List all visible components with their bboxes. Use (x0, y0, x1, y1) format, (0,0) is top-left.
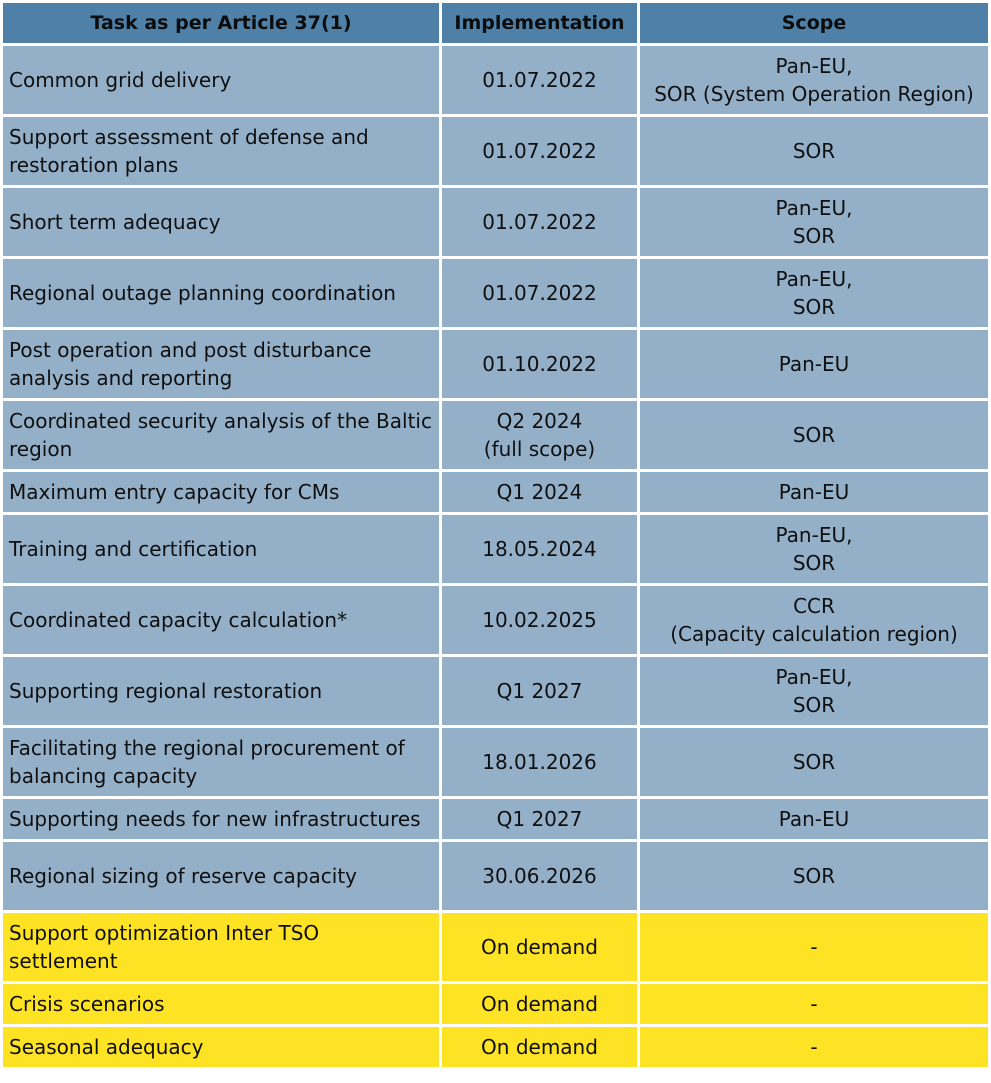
header-row (3, 3, 988, 43)
scope-line: SOR (792, 295, 836, 319)
implementation-cell (442, 657, 637, 725)
task-cell: Coordinated security analysis of the Baltic region (3, 401, 439, 469)
scope-line: Pan-EU (778, 480, 850, 504)
table-row (3, 586, 988, 654)
scope-line: Pan-EU, (775, 523, 853, 547)
scope-line: Pan-EU (778, 807, 850, 831)
table-row (3, 1027, 988, 1067)
task-cell: Support assessment of defense and restoration plans (3, 117, 439, 185)
scope-line: SOR (System Operation Region) (654, 82, 974, 106)
scope-line: Pan-EU, (775, 665, 853, 689)
scope-line: SOR (792, 551, 836, 575)
implementation-cell (442, 515, 637, 583)
implementation-cell (442, 401, 637, 469)
implementation-cell (442, 842, 637, 910)
task-cell: Maximum entry capacity for CMs (3, 472, 439, 512)
task-cell: Regional outage planning coordination (3, 259, 439, 327)
scope-cell (640, 586, 988, 654)
header-implementation: Implementation (442, 3, 637, 43)
scope-line: Pan-EU (778, 352, 850, 376)
implementation-cell (442, 586, 637, 654)
table-row (3, 657, 988, 725)
table-body (3, 46, 988, 1067)
implementation-line: On demand (481, 992, 598, 1016)
scope-line: CCR (793, 594, 835, 618)
implementation-cell (442, 1027, 637, 1067)
scope-cell (640, 984, 988, 1024)
scope-cell (640, 259, 988, 327)
implementation-cell (442, 913, 637, 981)
implementation-line: 10.02.2025 (482, 608, 597, 632)
scope-cell (640, 799, 988, 839)
table-row (3, 842, 988, 910)
scope-line: Pan-EU, (775, 196, 853, 220)
header-scope: Scope (640, 3, 988, 43)
implementation-line: Q1 2027 (496, 807, 583, 831)
scope-line: SOR (792, 423, 836, 447)
implementation-line: On demand (481, 935, 598, 959)
table-row (3, 515, 988, 583)
scope-line: - (810, 1035, 818, 1059)
scope-cell (640, 728, 988, 796)
implementation-line: Q2 2024 (496, 409, 583, 433)
scope-line: Pan-EU, (775, 267, 853, 291)
table-row (3, 472, 988, 512)
task-cell: Supporting needs for new infrastructures (3, 799, 439, 839)
task-cell: Common grid delivery (3, 46, 439, 114)
table-row (3, 117, 988, 185)
task-cell: Crisis scenarios (3, 984, 439, 1024)
scope-cell (640, 401, 988, 469)
task-cell: Support optimization Inter TSO settlement (3, 913, 439, 981)
scope-cell (640, 913, 988, 981)
scope-line: SOR (792, 224, 836, 248)
scope-line: - (810, 935, 818, 959)
scope-cell (640, 515, 988, 583)
implementation-line: 18.05.2024 (482, 537, 597, 561)
implementation-cell (442, 728, 637, 796)
implementation-line: 01.07.2022 (482, 139, 597, 163)
scope-cell (640, 657, 988, 725)
scope-cell (640, 188, 988, 256)
implementation-line: 18.01.2026 (482, 750, 597, 774)
implementation-line: On demand (481, 1035, 598, 1059)
table-row (3, 984, 988, 1024)
scope-line: SOR (792, 750, 836, 774)
implementation-cell (442, 472, 637, 512)
scope-cell (640, 842, 988, 910)
scope-cell (640, 46, 988, 114)
implementation-line: Q1 2024 (496, 480, 583, 504)
task-cell: Facilitating the regional procurement of balancing capacity (3, 728, 439, 796)
task-cell: Coordinated capacity calculation* (3, 586, 439, 654)
task-cell: Supporting regional restoration (3, 657, 439, 725)
implementation-cell (442, 330, 637, 398)
scope-cell (640, 1027, 988, 1067)
implementation-line: 30.06.2026 (482, 864, 597, 888)
task-cell: Short term adequacy (3, 188, 439, 256)
scope-line: SOR (792, 693, 836, 717)
implementation-line: 01.07.2022 (482, 68, 597, 92)
table-row (3, 330, 988, 398)
scope-cell (640, 472, 988, 512)
implementation-cell (442, 117, 637, 185)
implementation-line: Q1 2027 (496, 679, 583, 703)
task-cell: Seasonal adequacy (3, 1027, 439, 1067)
scope-line: SOR (792, 139, 836, 163)
table-row (3, 46, 988, 114)
implementation-cell (442, 259, 637, 327)
table-row (3, 799, 988, 839)
table-row (3, 401, 988, 469)
implementation-cell (442, 46, 637, 114)
implementation-line: (full scope) (483, 437, 596, 461)
scope-cell (640, 330, 988, 398)
scope-line: SOR (792, 864, 836, 888)
implementation-line: 01.07.2022 (482, 210, 597, 234)
implementation-line: 01.10.2022 (482, 352, 597, 376)
task-cell: Training and certification (3, 515, 439, 583)
implementation-line: 01.07.2022 (482, 281, 597, 305)
implementation-cell (442, 984, 637, 1024)
scope-cell (640, 117, 988, 185)
header-task: Task as per Article 37(1) (3, 3, 439, 43)
table-row (3, 913, 988, 981)
implementation-cell (442, 799, 637, 839)
scope-line: - (810, 992, 818, 1016)
task-cell: Post operation and post disturbance analysis and reporting (3, 330, 439, 398)
scope-line: (Capacity calculation region) (670, 622, 958, 646)
table-row (3, 728, 988, 796)
table-row (3, 188, 988, 256)
table-row (3, 259, 988, 327)
implementation-cell (442, 188, 637, 256)
scope-line: Pan-EU, (775, 54, 853, 78)
task-cell: Regional sizing of reserve capacity (3, 842, 439, 910)
